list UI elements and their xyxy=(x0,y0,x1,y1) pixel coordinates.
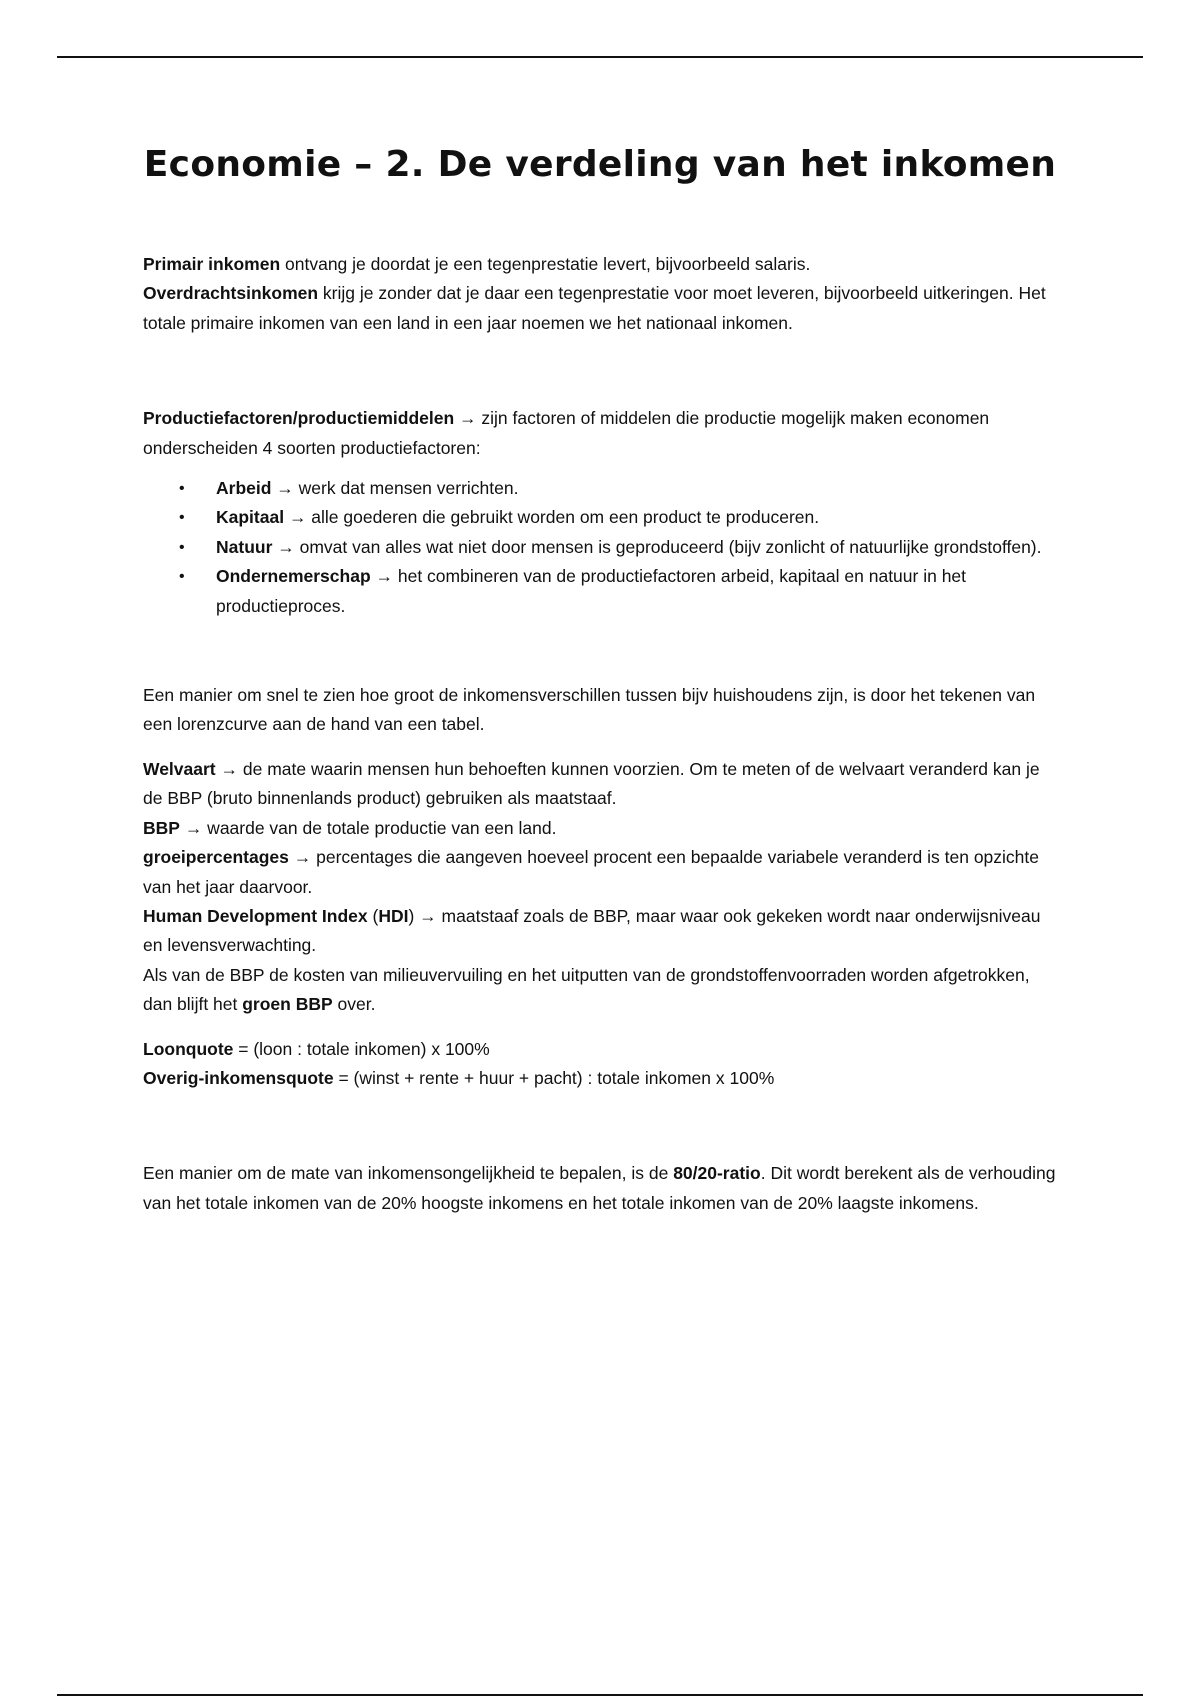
bullet-icon: • xyxy=(179,509,185,527)
natuur-text: → omvat van alles wat niet door mensen is geproduceerd (bijv zonlicht of natuurlijke grondstoffen). xyxy=(272,536,1042,557)
term-welvaart: Welvaart xyxy=(143,758,216,779)
ratio-pre: Een manier om de mate van inkomensongelijkheid te bepalen, is de xyxy=(143,1163,674,1184)
term-80-20-ratio: 80/20-ratio xyxy=(673,1163,761,1184)
ratio-paragraph xyxy=(143,1159,1058,1218)
bullet-icon: • xyxy=(179,538,185,556)
list-item-kapitaal xyxy=(143,503,1058,532)
productiefactoren-paragraph xyxy=(143,404,1058,463)
list-item-arbeid xyxy=(143,474,1058,503)
term-groen-bbp: groen BBP xyxy=(242,994,333,1015)
list-item-natuur xyxy=(143,533,1058,562)
hdi-text: ) → maatstaaf zoals de BBP, maar waar ook gekeken wordt naar onderwijsniveau en levensverwachting. xyxy=(143,905,1041,956)
header-rule xyxy=(57,56,1143,58)
term-bbp: BBP xyxy=(143,817,180,838)
term-ondernemerschap: Ondernemerschap xyxy=(216,566,371,587)
loonquote-formula: = (loon : totale inkomen) x 100% xyxy=(233,1038,490,1059)
overig-inkomensquote-formula: = (winst + rente + huur + pacht) : totale inkomen x 100% xyxy=(333,1067,775,1088)
welvaart-text: → de mate waarin mensen hun behoeften kunnen voorzien. Om te meten of de welvaart veranderd kan je de BBP (bruto binnenlands product) gebruiken als maatstaaf. xyxy=(143,758,1040,809)
bullet-icon: • xyxy=(179,568,185,586)
primair-inkomen-text: ontvang je doordat je een tegenprestatie levert, bijvoorbeeld salaris. xyxy=(280,254,811,274)
term-natuur: Natuur xyxy=(216,536,273,557)
ondernemerschap-text: → het combineren van de productiefactoren arbeid, kapitaal en natuur in het productieproces. xyxy=(216,566,967,616)
groeipercentages-text: → percentages die aangeven hoeveel procent een bepaalde variabele veranderd is ten opzichte van het jaar daarvoor. xyxy=(143,847,1039,897)
ratio-post: . Dit wordt berekent als de verhouding van het totale inkomen van de 20% hoogste inkomens en het totale inkomen van de 20% laagste inkomens. xyxy=(143,1163,1056,1213)
term-overig-inkomensquote: Overig-inkomensquote xyxy=(143,1067,334,1088)
document-body xyxy=(143,250,1058,1218)
term-overdrachtsinkomen: Overdrachtsinkomen xyxy=(143,283,319,304)
footer-rule xyxy=(57,1694,1143,1696)
term-productiefactoren: Productiefactoren/productiemiddelen xyxy=(143,408,455,429)
groen-bbp-post: over. xyxy=(332,994,376,1015)
term-hdi-abbr: HDI xyxy=(378,905,409,926)
hdi-open: ( xyxy=(367,905,379,926)
term-loonquote: Loonquote xyxy=(143,1038,234,1059)
term-hdi: Human Development Index xyxy=(143,905,368,926)
term-kapitaal: Kapitaal xyxy=(216,507,285,528)
kapitaal-text: → alle goederen die gebruikt worden om een product te produceren. xyxy=(284,507,820,528)
arbeid-text: → werk dat mensen verrichten. xyxy=(271,478,519,499)
term-groeipercentages: groeipercentages xyxy=(143,847,289,868)
bbp-text: → waarde van de totale productie van een land. xyxy=(179,817,557,838)
term-arbeid: Arbeid xyxy=(216,478,272,499)
term-primair-inkomen: Primair inkomen xyxy=(143,254,281,274)
welvaart-paragraph xyxy=(143,755,1058,1020)
groen-bbp-pre: Als van de BBP de kosten van milieuvervuiling en het uitputten van de grondstoffenvoorraden worden afgetrokken, dan blijft het xyxy=(143,964,1030,1015)
intro-paragraph xyxy=(143,250,1058,338)
page-title: Economie – 2. De verdeling van het inkomen xyxy=(143,144,1057,185)
quotes-paragraph xyxy=(143,1035,1058,1094)
productiefactoren-text: → zijn factoren of middelen die productie mogelijk maken economen onderscheiden 4 soorten productiefactoren: xyxy=(143,408,990,458)
productiefactoren-list xyxy=(143,474,1058,621)
list-item-ondernemerschap xyxy=(143,562,1058,621)
bullet-icon: • xyxy=(179,480,185,498)
overdrachtsinkomen-text: krijg je zonder dat je daar een tegenprestatie voor moet leveren, bijvoorbeeld uitkeringen. Het totale primaire inkomen van een land in een jaar noemen we het nationaal inkomen. xyxy=(143,283,1046,333)
lorenz-paragraph: Een manier om snel te zien hoe groot de inkomensverschillen tussen bijv huishoudens zijn, is door het tekenen van een lorenzcurve aan de hand van een tabel. xyxy=(143,685,1036,735)
